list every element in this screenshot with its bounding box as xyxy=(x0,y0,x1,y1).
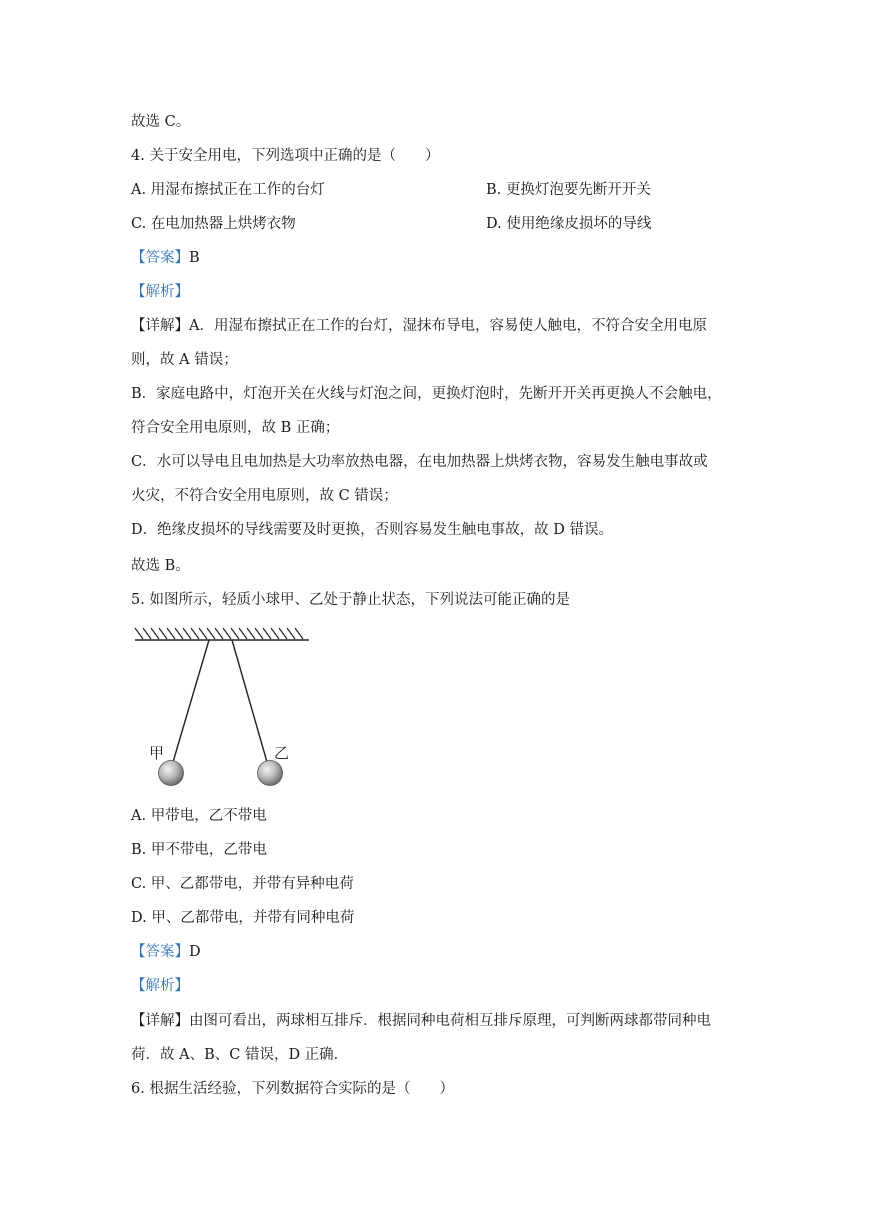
detail-text: A．用湿布擦拭正在工作的台灯，湿抹布导电，容易使人触电，不符合安全用电原 xyxy=(189,318,707,334)
q5-stem: 5. 如图所示，轻质小球甲、乙处于静止状态，下列说法可能正确的是 xyxy=(131,592,570,608)
q4-option-a: A. 用湿布擦拭正在工作的台灯 xyxy=(131,182,325,198)
label-yi: 乙 xyxy=(274,744,290,762)
q4-detail-line-1 xyxy=(131,316,707,336)
detail-tag: 【详解】 xyxy=(131,1013,189,1029)
q4-detail-line-6: 火灾，不符合安全用电原则，故 C 错误； xyxy=(131,488,398,504)
q4-detail-line-3: B．家庭电路中，灯泡开关在火线与灯泡之间，更换灯泡时，先断开开关再更换人不会触电， xyxy=(131,386,722,402)
analysis-tag: 【解析】 xyxy=(131,284,189,300)
q4-detail-line-4: 符合安全用电原则，故 B 正确； xyxy=(131,420,340,436)
q4-detail-line-5: C．水可以导电且电加热是大功率放热电器，在电加热器上烘烤衣物，容易发生触电事故或 xyxy=(131,454,708,470)
thread-left xyxy=(173,640,209,762)
answer-tag: 【答案】 xyxy=(131,250,189,266)
q5-option-d: D. 甲、乙都带电，并带有同种电荷 xyxy=(131,910,355,926)
analysis-tag: 【解析】 xyxy=(131,978,189,994)
answer-value: B xyxy=(189,250,200,266)
q3-conclusion: 故选 C。 xyxy=(131,114,191,130)
ceiling-hatch xyxy=(135,628,303,639)
q4-detail-line-2: 则，故 A 错误； xyxy=(131,352,238,368)
q4-conclusion: 故选 B。 xyxy=(131,558,190,574)
q5-detail-line-2: 荷．故 A、B、C 错误，D 正确． xyxy=(131,1047,349,1063)
q5-option-c: C. 甲、乙都带电，并带有异种电荷 xyxy=(131,876,354,892)
thread-right xyxy=(232,640,267,762)
label-jia: 甲 xyxy=(149,744,165,762)
detail-text: 由图可看出，两球相互排斥．根据同种电荷相互排斥原理，可判断两球都带同种电 xyxy=(189,1013,711,1029)
detail-tag: 【详解】 xyxy=(131,318,189,334)
q4-option-d: D. 使用绝缘皮损坏的导线 xyxy=(486,216,652,232)
ball-jia xyxy=(159,761,184,786)
q4-option-c: C. 在电加热器上烘烤衣物 xyxy=(131,216,296,232)
q4-answer xyxy=(131,248,200,268)
answer-tag: 【答案】 xyxy=(131,944,189,960)
ball-yi xyxy=(258,761,283,786)
q4-detail-line-7: D．绝缘皮损坏的导线需要及时更换，否则容易发生触电事故，故 D 错误。 xyxy=(131,522,613,538)
q5-detail-line-1 xyxy=(131,1011,711,1031)
q5-option-b: B. 甲不带电，乙带电 xyxy=(131,842,267,858)
q5-analysis-tag xyxy=(131,976,189,996)
q4-analysis-tag xyxy=(131,282,189,302)
q4-option-b: B. 更换灯泡要先断开开关 xyxy=(486,182,651,198)
q5-option-a: A. 甲带电，乙不带电 xyxy=(131,808,267,824)
q4-stem: 4. 关于安全用电，下列选项中正确的是（ ） xyxy=(131,148,440,164)
q6-stem: 6. 根据生活经验，下列数据符合实际的是（ ） xyxy=(131,1081,454,1097)
q5-answer xyxy=(131,942,201,962)
answer-value: D xyxy=(189,944,201,960)
pendulum-figure xyxy=(131,622,313,794)
pendulum-diagram xyxy=(131,622,313,794)
